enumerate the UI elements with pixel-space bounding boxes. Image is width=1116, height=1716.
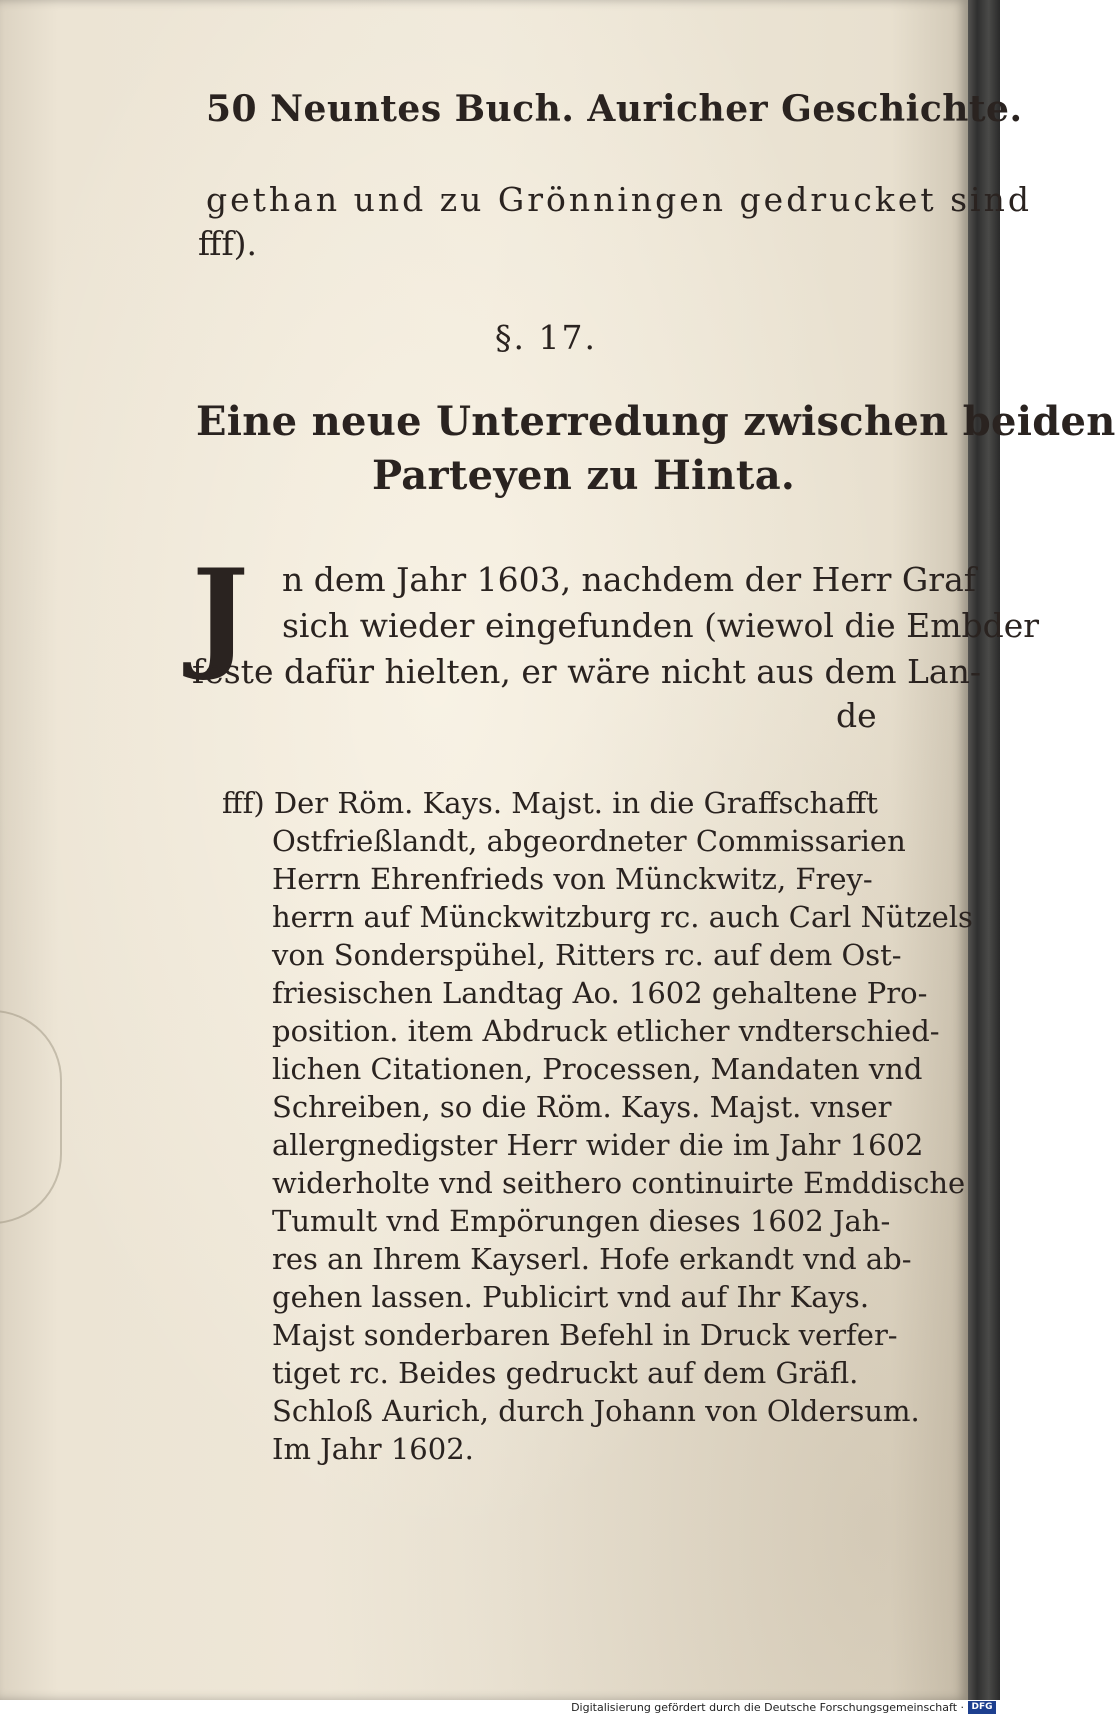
drop-cap: J [192,543,249,684]
digitization-footer [0,1700,1000,1716]
footer-credit: Digitalisierung gefördert durch die Deutsche Forschungsgemeinschaft · [571,1701,964,1714]
footnote-line-7: position. item Abdruck etlicher vndterschied- [272,1014,940,1048]
body-line-1: n dem Jahr 1603, nachdem der Herr Graf [282,560,976,599]
footnote-line-17: Schloß Aurich, durch Johann von Oldersum. [272,1394,920,1428]
section-number: §. 17. [495,318,597,357]
footnote-line-2: Ostfrießlandt, abgeordneter Commissarien [272,824,906,858]
footnote-line-8: lichen Citationen, Processen, Mandaten vnd [272,1052,923,1086]
section-heading-line-2: Parteyen zu Hinta. [372,452,796,499]
footnote-line-1: fff) Der Röm. Kays. Majst. in die Graffschafft [222,786,878,820]
continuation-line-1: gethan und zu Grönningen gedrucket sind [206,180,1032,219]
footnote-line-16: tiget rc. Beides gedruckt auf dem Gräfl. [272,1356,859,1390]
footnote-line-5: von Sonderspühel, Ritters rc. auf dem Ost- [272,938,902,972]
footnote-line-13: res an Ihrem Kayserl. Hofe erkandt vnd ab- [272,1242,912,1276]
dfg-logo-icon: DFG [968,1701,996,1714]
catchword: de [836,696,877,735]
running-head: 50 Neuntes Buch. Auricher Geschichte. [206,88,1023,130]
footnote-line-12: Tumult vnd Empörungen dieses 1602 Jah- [272,1204,891,1238]
page-fold [0,1010,62,1224]
body-line-3: feste dafür hielten, er wäre nicht aus dem Lan- [192,652,981,691]
footnote-line-15: Majst sonderbaren Befehl in Druck verfer- [272,1318,898,1352]
section-heading-line-1: Eine neue Unterredung zwischen beiden [196,398,1116,445]
body-line-2: sich wieder eingefunden (wiewol die Embder [282,606,1040,645]
footnote-line-18: Im Jahr 1602. [272,1432,474,1466]
footnote-line-10: allergnedigster Herr wider die im Jahr 1602 [272,1128,924,1162]
footnote-line-6: friesischen Landtag Ao. 1602 gehaltene Pro- [272,976,928,1010]
footnote-line-3: Herrn Ehrenfrieds von Münckwitz, Frey- [272,862,873,896]
footnote-line-9: Schreiben, so die Röm. Kays. Majst. vnser [272,1090,892,1124]
footnote-line-11: widerholte vnd seithero continuirte Emddische [272,1166,966,1200]
footnote-line-14: gehen lassen. Publicirt vnd auf Ihr Kays. [272,1280,870,1314]
continuation-line-2: fff). [198,224,258,263]
footnote-line-4: herrn auf Münckwitzburg rc. auch Carl Nützels [272,900,973,934]
